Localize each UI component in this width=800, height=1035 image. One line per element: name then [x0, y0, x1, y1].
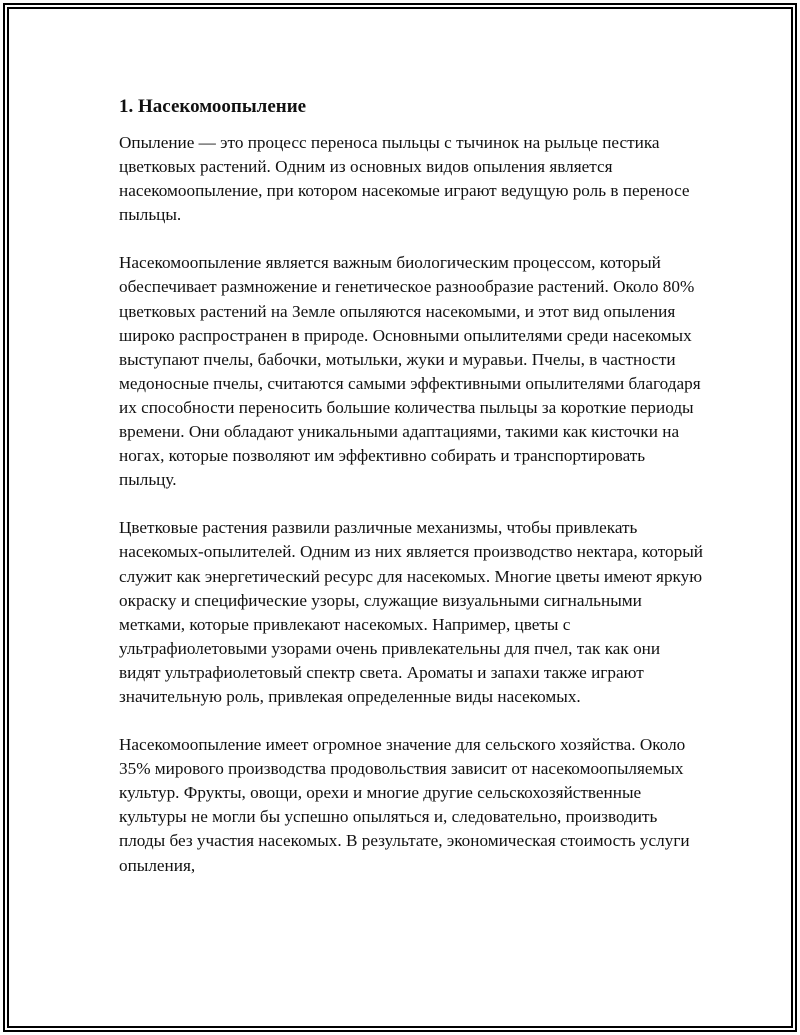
paragraph-1: Опыление — это процесс переноса пыльцы с тычинок на рыльце пестика цветковых растений. Одним из основных видов опыления является насекомоопыление, при котором насекомые играют ведущую роль в переносе пыльцы. — [119, 133, 690, 225]
paragraph-4: Насекомоопыление имеет огромное значение для сельского хозяйства. Около 35% мирового производства продовольствия зависит от насекомоопыляемых культур. Фрукты, овощи, орехи и многие другие сельскохозяйственные культуры не могли бы успешно опыляться и, следовательно, производить плоды без участия насекомых. В результате, экономическая стоимость услуги опыления, — [119, 735, 690, 875]
document-body — [119, 93, 704, 878]
section-title: 1. Насекомоопыление — [119, 96, 307, 117]
paragraph-3: Цветковые растения развили различные механизмы, чтобы привлекать насекомых-опылителей. Одним из них является производство нектара, который служит как энергетический ресурс для насекомых. Многие цветы имеют яркую окраску и специфические узоры, служащие визуальными сигнальными метками, которые привлекают насекомых. Например, цветы с ультрафиолетовыми узорами очень привлекательны для пчел, так как они видят ультрафиолетовый спектр света. Ароматы и запахи также играют значительную роль, привлекая определенные виды насекомых. — [119, 518, 703, 706]
paragraph-2: Насекомоопыление является важным биологическим процессом, который обеспечивает размножение и генетическое разнообразие растений. Около 80% цветковых растений на Земле опыляются насекомыми, и этот вид опыления широко распространен в природе. Основными опылителями среди насекомых выступают пчелы, бабочки, мотыльки, жуки и муравьи. Пчелы, в частности медоносные пчелы, считаются самыми эффективными опылителями благодаря их способности переносить большие количества пыльцы за короткие периоды времени. Они обладают уникальными адаптациями, такими как кисточки на ногах, которые позволяют им эффективно собирать и транспортировать пыльцу. — [119, 253, 701, 490]
